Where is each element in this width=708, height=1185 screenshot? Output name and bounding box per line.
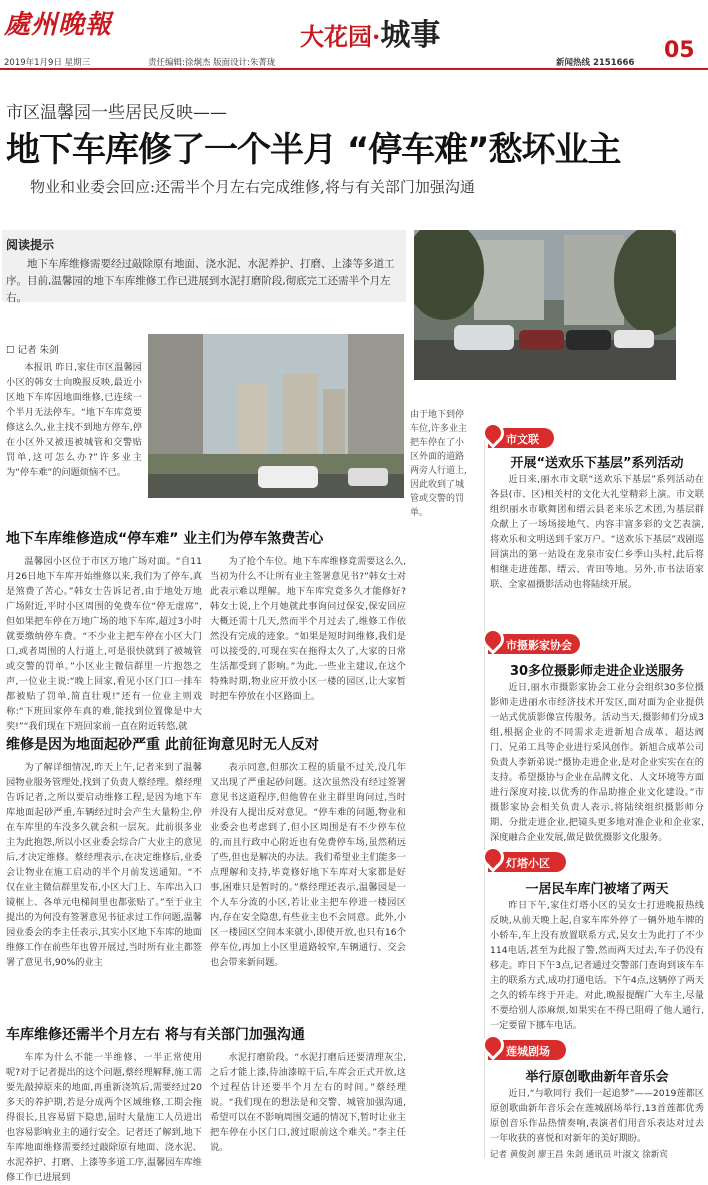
main-headline: 地下车库修了一个半月 “停车难”愁坏业主 — [6, 130, 621, 170]
section-title-a: 大花园· — [300, 22, 381, 51]
section2-right-column: 表示同意,但那次工程的质量不过关,没几年又出现了严重起砂问题。这次虽然没有经过签署意见书这道程序,但他曾在业主群里询问过,当时并没有人提出反对意见。“停车难的问题,物业和业委会也考虑到了,但小区周围是有不少停车位的,而且行政中心附近也有免费停车场,虽然稍远了些,但也是解决的办法。我们希望业主们能多一点理解和支持,毕竟修好地下车库对大家都是好事,困难只是暂时的。”蔡经理还表示,温馨园是一个人车分流的小区,若让业主把车停进一楼园区内,存在安全隐患,有些业主也不会同意。此外,小区一楼园区空间本来就小,即使开放,也只有16个停车位,再加上小区里道路较窄,车辆通行、交会也会带来新问题。 — [210, 762, 406, 968]
brief-headline: 30多位摄影师走进企业送服务 — [509, 664, 685, 679]
newspaper-logo: 處州晚報 — [4, 10, 113, 40]
brief-tag-label: 市摄影家协会 — [506, 639, 572, 652]
issue-date: 2019年1月9日 星期三 — [4, 58, 91, 68]
photo-street-parking — [414, 230, 676, 380]
brief-headline: 开展“送欢乐下基层”系列活动 — [510, 456, 684, 471]
brief-tag — [488, 634, 580, 654]
brief-headline: 举行原创歌曲新年音乐会 — [525, 1070, 669, 1085]
map-pin-icon — [477, 417, 508, 448]
brief-tag-label: 灯塔小区 — [506, 857, 550, 870]
photo-residential-compound — [148, 334, 404, 498]
section1-heading: 地下车库维修造成“停车难” 业主们为停车煞费苦心 — [6, 531, 324, 547]
intro-paragraph: 本报讯 昨日,家住市区温馨园小区的韩女士向晚报反映,最近小区地下车库因地面维修,已连续一个半月无法停车。“地下车库竟要修这么久,业主找不到地方停车,停在小区外又被违被城管和交警贴罚单,这可怎么办?”许多业主为“停车难”的问题烦恼不已。 — [6, 362, 142, 478]
kicker: 市区温馨园一些居民反映—— — [6, 103, 227, 123]
section-title-b: 城事 — [380, 18, 441, 53]
news-hotline: 新闻热线 2151666 — [556, 58, 635, 68]
deck-subtitle: 物业和业委会回应:还需半个月左右完成维修,将与有关部门加强沟通 — [30, 178, 475, 196]
brief-tag-label: 莲城剧场 — [506, 1045, 550, 1058]
photo-caption: 由于地下到停车位,许多业主把车停在了小区外面的道路两旁人行道上,因此收到了城管或交警的罚单。 — [410, 410, 467, 518]
page-number: 05 — [664, 38, 695, 63]
sidebar-credits: 记者 黄俊剑 廖王昌 朱剑 通讯员 叶淑文 徐新宾 — [490, 1150, 668, 1160]
section3-left-column: 车库为什么不能一半维修、一半正常使用呢?对于记者提出的这个问题,蔡经理解释,施工需要先敲掉原来的地面,再重新浇筑后,需要经过20多天的养护期,若是分成两个区域维修,工期会拖得很长,且容易留下隐患,届时大量施工人员进出也容易影响业主的通行安全。记者还了解到,地下车库地面维修需要经过敲除原有地面、浇水泥、水泥养护、打磨、上漆等多道工序,温馨园车库维修工作已进展到 — [6, 1052, 202, 1183]
section3-heading: 车库维修还需半个月左右 将与有关部门加强沟通 — [6, 1027, 305, 1043]
section1-right-column: 为了抢个车位。地下车库维修竟需要这么久,当初为什么不让所有业主签署意见书?”韩女士对此表示难以理解。地下车库究竟多久才能修好?韩女士说,上个月她就此事询问过保安,保安回应大概还需十几天,然而半个月过去了,维修工作依然没有完成的迹象。“如果是短时间维修,我们是可以接受的,可现在实在拖得太久了,大家的日常生活都受到了影响。”为此,一些业主建议,在这个特殊时期,物业应开放小区一楼的园区,让大家暂时把车停放在小区路面上。 — [210, 556, 406, 702]
brief-body: 昨日下午,家住灯塔小区的吴女士打进晚报热线反映,从前天晚上起,自家车库外停了一辆外地车牌的小轿车,车上没有放置联系方式,吴女士为此打了不少114电话,甚至为此报了警,然而两天过去,车子仍没有移走。昨日下午3点,记者通过交警部门查询到该车车主的联系方式,成功打通电话。下午4点,这辆停了两天之久的轿车终于开走。对此,晚报提醒广大车主,尽量不要给别人添麻烦,如果实在不得已阻碍了他人通行,一定要留下挪车电话。 — [490, 900, 704, 1031]
brief-body: 近日,“与歌同行 我们一起追梦”——2019莲都区原创歌曲新年音乐会在莲城剧场举行,13首莲都优秀原创音乐作品热情奏响,表演者们用音乐表达对过去一年收获的喜悦和对新年的美好期盼。 — [490, 1088, 704, 1144]
masthead-rule — [0, 68, 708, 70]
section-title — [300, 10, 440, 54]
brief-headline: 一居民车库门被堵了两天 — [525, 882, 669, 897]
section2-left-column: 为了解详细情况,昨天上午,记者来到了温馨园物业服务管理处,找到了负责人蔡经理。蔡经理告诉记者,之所以要启动维修工程,是因为地下车库地面起砂严重,车辆经过时会产生大量粉尘,停在车库里的车没多久就会积一层灰。此前很多业主为此抱怨,所以小区业委会综合广大业主的意见后,才决定维修。蔡经理表示,在决定维修后,业委会让物业在施工启动的半个月前发送通知。“不仅在业主微信群里发布,小区大门上、车库出入口镜框上、各单元电梯间里也都张贴了。”至于业主提出的为何没有签署意见书征求过工作问题,温馨园业委会的李主任表示,其实小区地下车库的地面维修工作在前些年也曾开展过,当时所有业主都签署了意见书,90%的业主 — [6, 762, 202, 968]
info-line — [0, 54, 708, 68]
section2-heading: 维修是因为地面起砂严重 此前征询意见时无人反对 — [6, 737, 319, 753]
masthead — [0, 0, 708, 62]
section3-right-column: 水泥打磨阶段。“水泥打磨后还要清理灰尘,之后才能上漆,待油漆晾干后,车库会正式开放,这个过程估计还要半个月左右的时间。”蔡经理说。“我们现在的想法是和交警、城管加强沟通,希望可以在不影响周围交通的情况下,暂时让业主把车停在小区门口,渡过眼前这个难关。”李主任说。 — [210, 1052, 406, 1153]
reading-guide-label: 阅读提示 — [6, 238, 55, 252]
brief-tag-label: 市文联 — [506, 433, 539, 446]
brief-body: 近日来,丽水市文联“送欢乐下基层”系列活动在各县(市、区)相关村的文化大礼堂精彩上演。市文联组织丽水市歌舞团和缙云县老来乐艺术团,为基层群众献上了一场场接地气、内容丰富多彩的文艺表演,将欢乐和文明送到千家万户。“送欢乐下基层”戏剧巡回演出的第一站设在龙泉市安仁乡季山头村,此后将相继走进莲都、缙云、青田等地。另外,市书法语家联、全家福摄影活动也将陆续开展。 — [490, 474, 704, 590]
brief-tag — [488, 428, 554, 448]
section1-left-column: 温馨园小区位于市区万地广场对面。“自11月26日地下车库开始维修以来,我们为了停车,真是煞费了苦心。”韩女士告诉记者,由于地处万地广场附近,平时小区周围的免费车位“停无虚席”,但如果把车停在万地广场的地下车库,超过3小时就要缴纳停车费。“不少业主把车停在小区大门口,或者周围的人行道上,可是很快就到了被城管或交警的罚单。”小区业主微信群里一片抱怨之声,一位业主说:“晚上回家,看见小区门口一排车都被贴了罚单,简直壮观!”还有一位业主则戏称:“下班回家停车真的难,能找到位置像是中大奖!”“我们现在下班回家前一直在附近转悠,就 — [6, 556, 202, 732]
byline: ☐ 记者 朱剑 — [6, 345, 59, 356]
brief-tag — [488, 852, 566, 872]
brief-body: 近日,丽水市摄影家协会工业分会组织30多位摄影师走进丽水市经济技术开发区,面对面为企业提供一站式优质影像宣传服务。活动当天,摄影师们分成3组,根据企业的不同需求走进新旭合成革、超达阀门、兄弟工具等企业进行采风创作。新旭合成革公司负责人李新弟说:“摄协走进企业,是对企业实实在在的支持。希望摄协与企业在品牌文化、人文环境等方面进行深度对接,以优秀的作品助推企业文化建设。”市摄影家协会相关负责人表示,将陆续组织摄影师分期、分批走进企业,把镜头更多地对准企业和企业家,深度融合企业发展,做足做优摄影文化服务。 — [490, 682, 704, 843]
reading-guide-text: 地下车库维修需要经过敲除原有地面、浇水泥、水泥养护、打磨、上漆等多道工序。目前,温馨园的地下车库维修工作已进展到水泥打磨阶段,彻底完工还需半个月左右。 — [6, 258, 395, 304]
editor-credit: 责任编辑:徐炯杰 版面设计:朱菁珑 — [148, 58, 276, 68]
brief-tag — [488, 1040, 566, 1060]
